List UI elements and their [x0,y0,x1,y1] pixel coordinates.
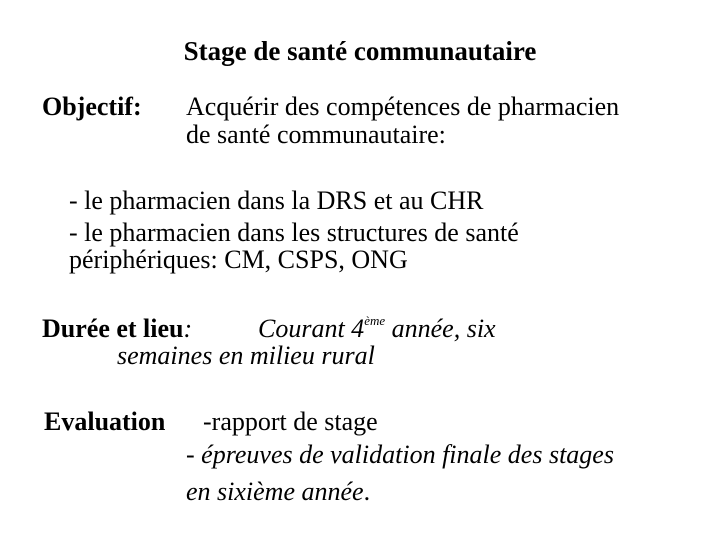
evaluation-line-2-text: épreuves de validation finale des stages [201,440,614,469]
duree-superscript: ème [364,313,386,328]
duree-text-line-2: semaines en milieu rural [117,341,375,370]
page-title: Stage de santé communautaire [183,36,537,66]
list-item-peripheriques: périphériques: CM, CSPS, ONG [69,245,408,274]
objectif-text-line-2: de santé communautaire: [186,120,446,149]
list-item-drs-chr: - le pharmacien dans la DRS et au CHR [69,186,484,215]
evaluation-line-1: -rapport de stage [203,407,378,436]
evaluation-line-2-prefix: - [186,440,202,469]
duree-label-text: Durée et lieu [42,314,184,343]
duree-label-colon: : [183,314,193,343]
evaluation-label: Evaluation [44,407,166,436]
duree-text-start: Courant 4 [258,314,365,343]
evaluation-line-2 [186,440,614,470]
evaluation-line-3-text: en sixième année [186,477,364,506]
list-item-structures: - le pharmacien dans les structures de santé [69,218,519,247]
duree-label [42,314,192,344]
duree-text-end: année, six [385,314,496,343]
objectif-text-line-1: Acquérir des compétences de pharmacien [186,92,620,121]
duree-text-line-1 [258,314,496,344]
evaluation-line-3-suffix: . [363,477,371,506]
objectif-label: Objectif: [42,92,142,121]
evaluation-line-3 [186,477,370,507]
